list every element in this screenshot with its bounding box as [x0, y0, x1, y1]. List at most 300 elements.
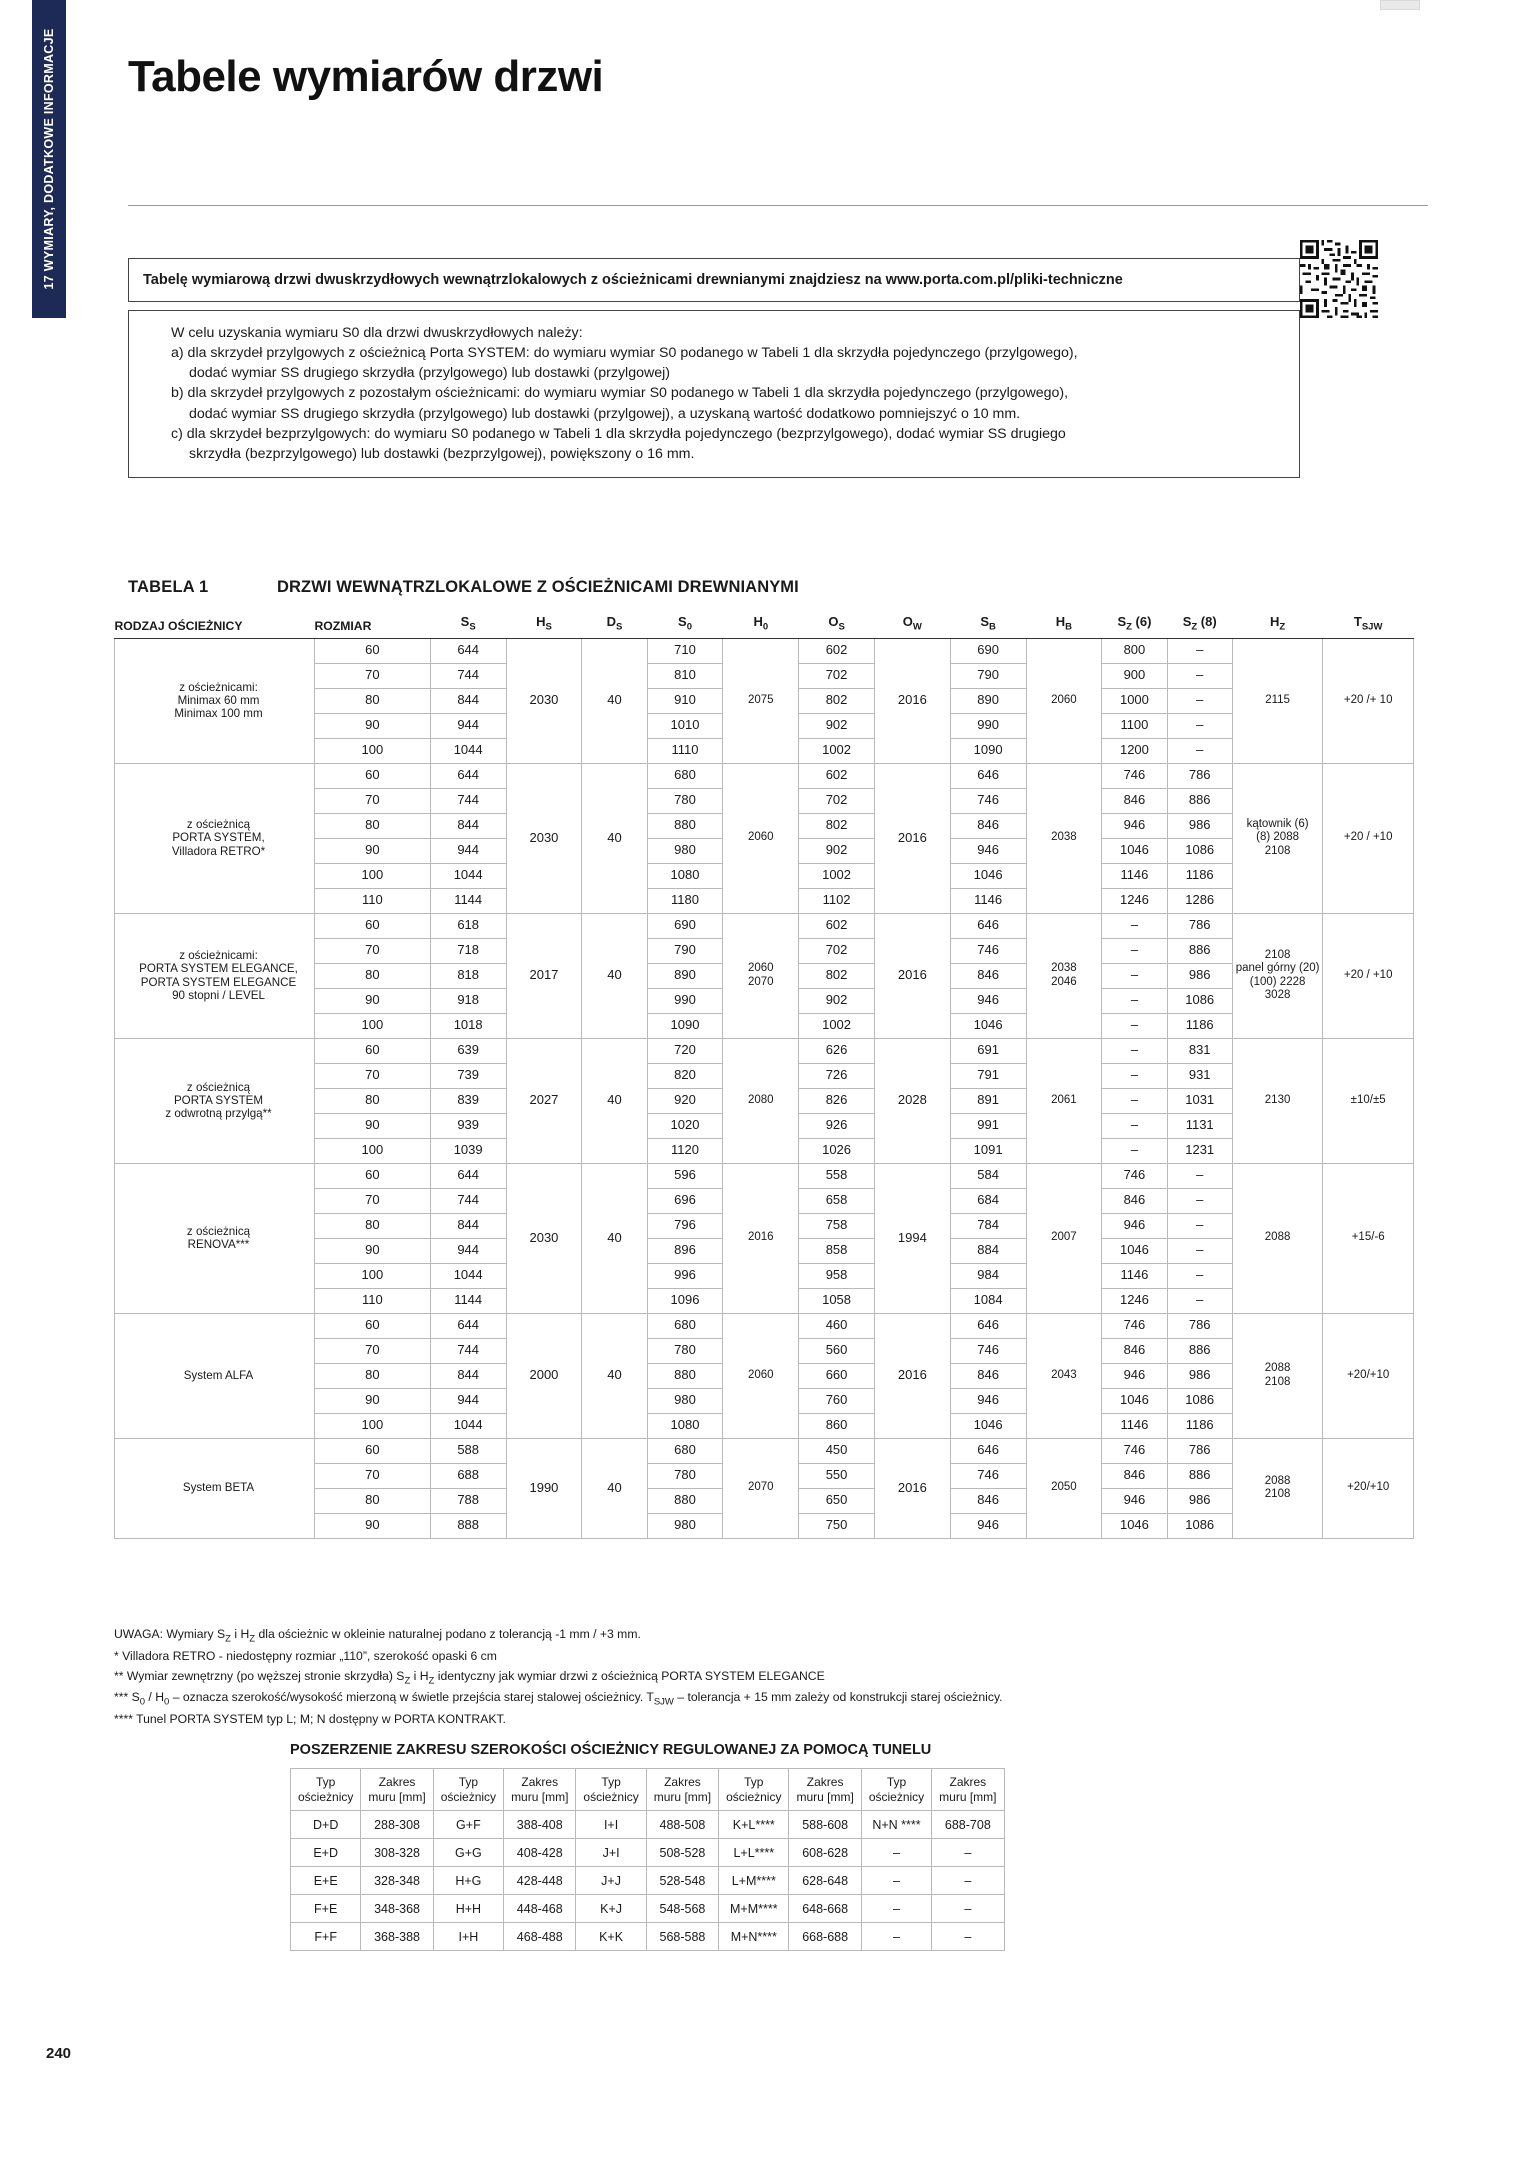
table-cell: 939 [430, 1113, 506, 1138]
table-cell: 70 [315, 1188, 431, 1213]
table-cell: 1090 [647, 1013, 723, 1038]
table-cell: 1994 [874, 1163, 950, 1313]
table-cell: – [1102, 1138, 1167, 1163]
table-cell: 946 [950, 1388, 1026, 1413]
table-cell: 846 [950, 813, 1026, 838]
table-row [291, 1811, 1005, 1839]
table-cell: – [932, 1895, 1004, 1923]
table-cell: 702 [799, 663, 875, 688]
table-cell: – [1167, 1213, 1232, 1238]
table-cell: 658 [799, 1188, 875, 1213]
table-cell: 60 [315, 763, 431, 788]
tunnel-range-table [290, 1768, 1005, 1951]
table-cell: 1990 [506, 1438, 582, 1538]
table-cell: 90 [315, 838, 431, 863]
table-cell: – [1102, 938, 1167, 963]
table-cell: 680 [647, 1438, 723, 1463]
table-cell: 1086 [1167, 1513, 1232, 1538]
table-cell: 1120 [647, 1138, 723, 1163]
table-cell: 308-328 [361, 1839, 433, 1867]
footnote: * Villadora RETRO - niedostępny rozmiar „110”, szerokość opaski 6 cm [114, 1648, 497, 1663]
table-cell: 718 [430, 938, 506, 963]
table-cell: 744 [430, 1338, 506, 1363]
table-cell: 802 [799, 688, 875, 713]
table-cell: 702 [799, 938, 875, 963]
table-cell: 720 [647, 1038, 723, 1063]
table-cell: 60 [315, 1163, 431, 1188]
table-cell: 468-488 [504, 1923, 576, 1951]
table-cell: 844 [430, 813, 506, 838]
table-cell: 2028 [874, 1038, 950, 1163]
table-cell: 786 [1167, 1313, 1232, 1338]
table-cell: 80 [315, 1088, 431, 1113]
table2-col-header: Zakres muru [mm] [789, 1769, 861, 1811]
table-cell: – [932, 1839, 1004, 1867]
table-cell: 100 [315, 1013, 431, 1038]
table-cell: 2060 [1026, 638, 1102, 763]
table-cell: 2038 2046 [1026, 913, 1102, 1038]
table1-col-header: ROZMIAR [315, 604, 431, 638]
table-cell: 2027 [506, 1038, 582, 1163]
table-cell: 40 [582, 1163, 647, 1313]
table-cell: 550 [799, 1463, 875, 1488]
table-cell: 70 [315, 938, 431, 963]
table-cell: 2017 [506, 913, 582, 1038]
table-cell: 1186 [1167, 863, 1232, 888]
table-cell: 660 [799, 1363, 875, 1388]
table-cell: N+N **** [861, 1811, 931, 1839]
table-cell: 668-688 [789, 1923, 861, 1951]
table-cell: 986 [1167, 1363, 1232, 1388]
table-cell: 1002 [799, 738, 875, 763]
chapter-side-tab-label: 17 WYMIARY, DODATKOWE INFORMACJE [42, 28, 56, 290]
table-cell: 2030 [506, 1163, 582, 1313]
table1-col-header: RODZAJ OŚCIEŻNICY [115, 604, 315, 638]
table-cell: 2088 2108 [1232, 1313, 1323, 1438]
table-cell: 2061 [1026, 1038, 1102, 1163]
table-cell: 826 [799, 1088, 875, 1113]
table-cell: 1180 [647, 888, 723, 913]
door-dimensions-table [114, 604, 1414, 1539]
table-cell: 80 [315, 1363, 431, 1388]
table-cell: 508-528 [646, 1839, 718, 1867]
table-cell: 588-608 [789, 1811, 861, 1839]
instructions-c1: c) dla skrzydeł bezprzylgowych: do wymiaru S0 podanego w Tabeli 1 dla skrzydła pojedynczego (bezprzylgowego), dodać wymiar SS drugiego [171, 425, 1066, 442]
table-cell: 696 [647, 1188, 723, 1213]
table-cell: 1058 [799, 1288, 875, 1313]
table-cell: 1110 [647, 738, 723, 763]
frame-type-cell: z ościeżnicą PORTA SYSTEM, Villadora RETRO* [115, 763, 315, 913]
table-cell: M+N**** [719, 1923, 789, 1951]
table-cell: 1246 [1102, 888, 1167, 913]
table-cell: – [1167, 1263, 1232, 1288]
table-cell: 1090 [950, 738, 1026, 763]
page-title: Tabele wymiarów drzwi [128, 52, 604, 101]
table-cell: 758 [799, 1213, 875, 1238]
table-cell: 646 [950, 1313, 1026, 1338]
table-cell: 2130 [1232, 1038, 1323, 1163]
table-cell: 1046 [1102, 1513, 1167, 1538]
table-cell: 800 [1102, 638, 1167, 663]
table-cell: 844 [430, 688, 506, 713]
table1-col-header: $H_0$ [723, 604, 799, 638]
table-cell: E+D [291, 1839, 361, 1867]
table-cell: 1102 [799, 888, 875, 913]
table-cell: 100 [315, 1263, 431, 1288]
table-cell: 70 [315, 663, 431, 688]
table-cell: 980 [647, 1513, 723, 1538]
instructions-a2: dodać wymiar SS drugiego skrzydła (przylgowego) lub dostawki (przylgowej) [189, 365, 670, 382]
table-cell: 688 [430, 1463, 506, 1488]
table-row [291, 1839, 1005, 1867]
table-cell: 110 [315, 888, 431, 913]
table-cell: 902 [799, 713, 875, 738]
table-cell: 820 [647, 1063, 723, 1088]
table-cell: 450 [799, 1438, 875, 1463]
table-cell: 646 [950, 913, 1026, 938]
table-cell: 910 [647, 688, 723, 713]
table-row [291, 1895, 1005, 1923]
info-box-instructions [128, 310, 1300, 478]
table-cell: ±10/±5 [1323, 1038, 1414, 1163]
table-cell: 688-708 [932, 1811, 1004, 1839]
table-cell: 1146 [950, 888, 1026, 913]
table-cell: – [1102, 1063, 1167, 1088]
table-cell: kątownik (6) (8) 2088 2108 [1232, 763, 1323, 913]
table-cell: 626 [799, 1038, 875, 1063]
table-cell: 918 [430, 988, 506, 1013]
table-cell: 944 [430, 838, 506, 863]
table-cell: 780 [647, 1338, 723, 1363]
table-cell: 846 [950, 963, 1026, 988]
instructions-c2: skrzydła (bezprzylgowego) lub dostawki (bezprzylgowej), powiększony o 16 mm. [189, 445, 695, 462]
table-cell: 40 [582, 913, 647, 1038]
table-cell: 980 [647, 1388, 723, 1413]
table-cell: 944 [430, 713, 506, 738]
table-cell: 880 [647, 1488, 723, 1513]
table-cell: L+M**** [719, 1867, 789, 1895]
table-cell: 886 [1167, 938, 1232, 963]
table-cell: 1084 [950, 1288, 1026, 1313]
table-cell: – [1102, 963, 1167, 988]
table-cell: J+I [576, 1839, 646, 1867]
table-cell: 744 [430, 788, 506, 813]
table-cell: 488-508 [646, 1811, 718, 1839]
table-cell: F+F [291, 1923, 361, 1951]
table-cell: 986 [1167, 963, 1232, 988]
table-cell: 40 [582, 1313, 647, 1438]
table-cell: 1018 [430, 1013, 506, 1038]
table-cell: 1144 [430, 888, 506, 913]
table-cell: 902 [799, 988, 875, 1013]
table-cell: 680 [647, 1313, 723, 1338]
frame-type-cell: z ościeżnicami: PORTA SYSTEM ELEGANCE, PORTA SYSTEM ELEGANCE 90 stopni / LEVEL [115, 913, 315, 1038]
table-cell: 1131 [1167, 1113, 1232, 1138]
table2-col-header: Typ ościeżnicy [576, 1769, 646, 1811]
table-cell: – [1102, 988, 1167, 1013]
table-cell: 40 [582, 763, 647, 913]
table-cell: 1080 [647, 863, 723, 888]
table-cell: – [1102, 1038, 1167, 1063]
table-cell: 746 [950, 938, 1026, 963]
table-cell: 846 [1102, 1188, 1167, 1213]
table-cell: 1010 [647, 713, 723, 738]
table-cell: K+J [576, 1895, 646, 1923]
table-cell: F+E [291, 1895, 361, 1923]
frame-type-cell: System BETA [115, 1438, 315, 1538]
table-cell: 1086 [1167, 1388, 1232, 1413]
table-cell: 991 [950, 1113, 1026, 1138]
table-cell: 2088 2108 [1232, 1438, 1323, 1538]
table-cell: 602 [799, 638, 875, 663]
table-cell: 946 [950, 988, 1026, 1013]
table-cell: 70 [315, 1063, 431, 1088]
table-cell: H+G [433, 1867, 503, 1895]
table-cell: 691 [950, 1038, 1026, 1063]
footnote: **** Tunel PORTA SYSTEM typ L; M; N dostępny w PORTA KONTRAKT. [114, 1712, 506, 1727]
table-cell: 560 [799, 1338, 875, 1363]
table-row [115, 1038, 1414, 1063]
table-cell: 690 [647, 913, 723, 938]
table-cell: 1002 [799, 863, 875, 888]
table-cell: 80 [315, 1213, 431, 1238]
table-cell: 646 [950, 1438, 1026, 1463]
table-cell: – [1102, 1013, 1167, 1038]
table-cell: 1000 [1102, 688, 1167, 713]
table-cell: 1146 [1102, 1263, 1167, 1288]
table-cell: 890 [647, 963, 723, 988]
table-cell: 2088 [1232, 1163, 1323, 1313]
table-cell: 80 [315, 963, 431, 988]
table-cell: H+H [433, 1895, 503, 1923]
table-cell: – [1167, 688, 1232, 713]
table-cell: 786 [1167, 763, 1232, 788]
table-cell: +20 / +10 [1323, 763, 1414, 913]
table-cell: 60 [315, 1438, 431, 1463]
table-cell: 2030 [506, 763, 582, 913]
table-cell: 1044 [430, 863, 506, 888]
table2-body [291, 1811, 1005, 1951]
table-cell: 70 [315, 1463, 431, 1488]
table-cell: 328-348 [361, 1867, 433, 1895]
info-box-link-text: Tabelę wymiarową drzwi dwuskrzydłowych wewnątrzlokalowych z ościeżnicami drewnianymi znajdziesz na www.porta.com.pl/pliki-techniczne [143, 272, 1123, 288]
table-cell: 428-448 [504, 1867, 576, 1895]
table-cell: 40 [582, 1038, 647, 1163]
table-cell: 2108 panel górny (20) (100) 2228 3028 [1232, 913, 1323, 1038]
page-top-marker [1380, 0, 1420, 10]
table-cell: 368-388 [361, 1923, 433, 1951]
table-cell: 288-308 [361, 1811, 433, 1839]
table-cell: 791 [950, 1063, 1026, 1088]
table-cell: 931 [1167, 1063, 1232, 1088]
table-cell: 846 [1102, 1463, 1167, 1488]
table-row [115, 1438, 1414, 1463]
table-cell: 80 [315, 1488, 431, 1513]
table1-col-header: $H_S$ [506, 604, 582, 638]
table-cell: 760 [799, 1388, 875, 1413]
table-cell: 1144 [430, 1288, 506, 1313]
footnote: *** $S_0 / H_0$ – oznacza szerokość/wysokość mierzoną w świetle przejścia starej stalowej ościeżnicy. $T_{SJW}$ – tolerancja + 15 mm zależy od konstrukcji starej ościeżnicy. [114, 1690, 1003, 1708]
table-cell: – [861, 1923, 931, 1951]
table1-col-header: $S_0$ [647, 604, 723, 638]
table-cell: 388-408 [504, 1811, 576, 1839]
table1-col-header: $O_S$ [799, 604, 875, 638]
table-cell: 746 [950, 1338, 1026, 1363]
table-cell: 926 [799, 1113, 875, 1138]
frame-type-cell: System ALFA [115, 1313, 315, 1438]
table-cell: 739 [430, 1063, 506, 1088]
table-cell: 460 [799, 1313, 875, 1338]
table-cell: 858 [799, 1238, 875, 1263]
table-cell: 746 [950, 788, 1026, 813]
table-cell: 780 [647, 788, 723, 813]
info-box-link [128, 258, 1300, 302]
table1-col-header: $T_{SJW}$ [1323, 604, 1414, 638]
table-cell: 944 [430, 1388, 506, 1413]
table-cell: 690 [950, 638, 1026, 663]
table-cell: 40 [582, 1438, 647, 1538]
table-cell: 702 [799, 788, 875, 813]
table-cell: 750 [799, 1513, 875, 1538]
table-cell: 2038 [1026, 763, 1102, 913]
table1-col-header: $S_Z$ (6) [1102, 604, 1167, 638]
table-cell: 880 [647, 813, 723, 838]
table-cell: 2043 [1026, 1313, 1102, 1438]
table-cell: 639 [430, 1038, 506, 1063]
table-cell: +20/+10 [1323, 1313, 1414, 1438]
table-cell: +15/-6 [1323, 1163, 1414, 1313]
table-cell: 1026 [799, 1138, 875, 1163]
table-cell: 710 [647, 638, 723, 663]
table-cell: 650 [799, 1488, 875, 1513]
title-divider [128, 205, 1428, 206]
table-cell: 844 [430, 1363, 506, 1388]
table-cell: 548-568 [646, 1895, 718, 1923]
table-cell: 2060 2070 [723, 913, 799, 1038]
table-cell: – [1167, 663, 1232, 688]
table-row [115, 763, 1414, 788]
table-cell: 1031 [1167, 1088, 1232, 1113]
table-cell: – [861, 1895, 931, 1923]
table-cell: +20/+10 [1323, 1438, 1414, 1538]
table1-col-header: $S_S$ [430, 604, 506, 638]
table-row [115, 1313, 1414, 1338]
table-cell: 2016 [874, 1438, 950, 1538]
table-cell: 946 [1102, 813, 1167, 838]
table-cell: 1002 [799, 1013, 875, 1038]
table1-col-header: $H_Z$ [1232, 604, 1323, 638]
instructions-intro: W celu uzyskania wymiaru S0 dla drzwi dwuskrzydłowych należy: [171, 325, 583, 341]
table-footnotes [114, 1625, 1414, 1730]
frame-type-cell: z ościeżnicą PORTA SYSTEM z odwrotną przylgą** [115, 1038, 315, 1163]
table-cell: – [1167, 738, 1232, 763]
table-cell: 886 [1167, 1338, 1232, 1363]
table-cell: 2080 [723, 1038, 799, 1163]
table-cell: 891 [950, 1088, 1026, 1113]
qr-code-icon [1300, 240, 1378, 318]
table-cell: 90 [315, 713, 431, 738]
table-cell: 2016 [874, 638, 950, 763]
table-cell: 902 [799, 838, 875, 863]
table-cell: 1044 [430, 738, 506, 763]
table2-col-header: Typ ościeżnicy [433, 1769, 503, 1811]
table-cell: 946 [1102, 1213, 1167, 1238]
table-cell: 2016 [874, 1313, 950, 1438]
table-cell: 448-468 [504, 1895, 576, 1923]
table1-title: DRZWI WEWNĄTRZLOKALOWE Z OŚCIEŻNICAMI DREWNIANYMI [277, 578, 799, 596]
table-row [115, 638, 1414, 663]
table1-col-header: $S_B$ [950, 604, 1026, 638]
table-cell: 2016 [723, 1163, 799, 1313]
table1-label: TABELA 1 [128, 578, 209, 596]
table-cell: 90 [315, 1113, 431, 1138]
table-cell: – [1167, 638, 1232, 663]
table-cell: 1091 [950, 1138, 1026, 1163]
table-cell: 744 [430, 1188, 506, 1213]
table-cell: 602 [799, 763, 875, 788]
table-cell: 1231 [1167, 1138, 1232, 1163]
table-cell: 831 [1167, 1038, 1232, 1063]
table-cell: 986 [1167, 813, 1232, 838]
table2-header-row [291, 1769, 1005, 1811]
table1-col-header: $S_Z$ (8) [1167, 604, 1232, 638]
table-cell: 802 [799, 963, 875, 988]
table-cell: 60 [315, 913, 431, 938]
table-cell: 784 [950, 1213, 1026, 1238]
table-cell: L+L**** [719, 1839, 789, 1867]
table-cell: K+L**** [719, 1811, 789, 1839]
table-cell: 680 [647, 763, 723, 788]
table-cell: – [1167, 713, 1232, 738]
table-cell: 628-648 [789, 1867, 861, 1895]
table-cell: 984 [950, 1263, 1026, 1288]
table-cell: 944 [430, 1238, 506, 1263]
table-cell: 780 [647, 1463, 723, 1488]
table-cell: 80 [315, 688, 431, 713]
instructions-b1: b) dla skrzydeł przylgowych z pozostałym ościeżnicami: do wymiaru wymiar S0 podanego w Tabeli 1 dla skrzydła pojedynczego (przylgowego), [171, 385, 1069, 402]
footnote: ** Wymiar zewnętrzny (po węższej stronie skrzydła) $S_Z$ i $H_Z$ identyczny jak wymiar drzwi z ościeżnicą PORTA SYSTEM ELEGANCE [114, 1668, 825, 1687]
table-cell: 839 [430, 1088, 506, 1113]
table-cell: 2016 [874, 763, 950, 913]
table-cell: 2016 [874, 913, 950, 1038]
table-cell: 2030 [506, 638, 582, 763]
table-cell: 2070 [723, 1438, 799, 1538]
table-cell: – [1167, 1288, 1232, 1313]
table-cell: 90 [315, 1388, 431, 1413]
table-cell: 900 [1102, 663, 1167, 688]
table-cell: – [932, 1923, 1004, 1951]
table-cell: 684 [950, 1188, 1026, 1213]
chapter-side-tab [32, 0, 66, 318]
instructions-b2: dodać wymiar SS drugiego skrzydła (przylgowego) lub dostawki (przylgowej), a uzyskaną wartość dodatkowo pomniejszyć o 10 mm. [189, 405, 1021, 422]
table-cell: J+J [576, 1867, 646, 1895]
table-cell: 790 [950, 663, 1026, 688]
table-cell: 1044 [430, 1413, 506, 1438]
table-cell: 90 [315, 1238, 431, 1263]
table-cell: 986 [1167, 1488, 1232, 1513]
table-cell: 946 [950, 1513, 1026, 1538]
table-cell: 558 [799, 1163, 875, 1188]
table-cell: 746 [1102, 1438, 1167, 1463]
table-cell: 1286 [1167, 888, 1232, 913]
table-cell: I+I [576, 1811, 646, 1839]
table-cell: K+K [576, 1923, 646, 1951]
table-row [115, 1163, 1414, 1188]
table-cell: 596 [647, 1163, 723, 1188]
table-cell: 2060 [723, 763, 799, 913]
table-cell: 644 [430, 1163, 506, 1188]
table-cell: 896 [647, 1238, 723, 1263]
